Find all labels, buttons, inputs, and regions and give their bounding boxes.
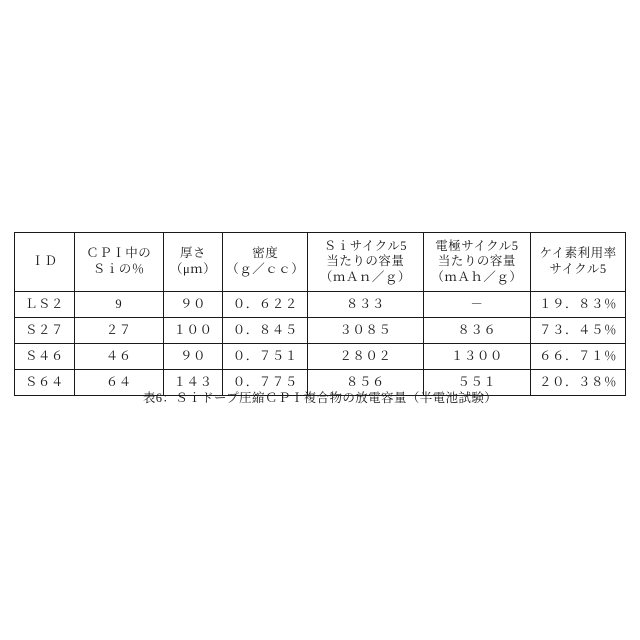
column-header-si-capacity <box>308 233 424 292</box>
column-header-thickness <box>163 233 223 292</box>
cell-si-percent: ２７ <box>74 318 163 344</box>
cell-si-capacity: ８５６ <box>308 370 424 396</box>
cell-electrode-capacity: ８３６ <box>423 318 530 344</box>
cell-si-percent: ６４ <box>74 370 163 396</box>
cell-utilization: １９．８３％ <box>531 292 626 318</box>
column-header-electrode-capacity <box>423 233 530 292</box>
discharge-capacity-table <box>14 232 626 396</box>
column-header-si-percent <box>74 233 163 292</box>
cell-electrode-capacity: １３００ <box>423 344 530 370</box>
cell-id: ＬＳ２ <box>15 292 75 318</box>
table-row <box>15 292 626 318</box>
data-table-container <box>14 232 626 396</box>
cell-thickness: １００ <box>163 318 223 344</box>
header-line: ＣＰＩ中の <box>86 246 152 261</box>
header-line: ＩＤ <box>31 254 58 269</box>
cell-density: ０．８４５ <box>223 318 308 344</box>
cell-utilization: ７３．４５％ <box>531 318 626 344</box>
table-row <box>15 344 626 370</box>
cell-thickness: ９０ <box>163 292 223 318</box>
cell-si-percent: ４６ <box>74 344 163 370</box>
header-line: Ｓｉの％ <box>92 262 145 276</box>
cell-utilization: ６６．７１％ <box>531 344 626 370</box>
header-line: 電極サイクル5 <box>435 238 519 253</box>
cell-density: ０．７５１ <box>223 344 308 370</box>
cell-si-capacity: ８３３ <box>308 292 424 318</box>
header-line: ケイ素利用率 <box>539 246 617 261</box>
cell-thickness: ９０ <box>163 344 223 370</box>
column-header-utilization <box>531 233 626 292</box>
table-header-row <box>15 233 626 292</box>
header-line: サイクル5 <box>549 262 607 276</box>
cell-electrode-capacity: － <box>423 292 530 318</box>
cell-utilization: ２０．３８％ <box>531 370 626 396</box>
column-header-density <box>223 233 308 292</box>
cell-electrode-capacity: ５５１ <box>423 370 530 396</box>
header-line: Ｓｉサイクル5 <box>323 238 408 253</box>
cell-id: Ｓ６４ <box>15 370 75 396</box>
header-line: 当たりの容量 <box>326 254 405 269</box>
header-line: （ｍＡｎ／ｇ） <box>319 269 411 284</box>
cell-si-capacity: ３０８５ <box>308 318 424 344</box>
cell-thickness: １４３ <box>163 370 223 396</box>
table-header <box>15 233 626 292</box>
table-caption: 表6：Ｓｉドープ圧縮ＣＰＩ複合物の放電容量（半電池試験） <box>142 391 498 405</box>
header-line: 密度 <box>252 246 279 261</box>
header-line: （ｍＡｈ／ｇ） <box>431 269 523 284</box>
header-line: （μｍ） <box>169 262 217 276</box>
header-line: （ｇ／ｃｃ） <box>226 262 305 276</box>
table-body <box>15 292 626 396</box>
cell-id: Ｓ２７ <box>15 318 75 344</box>
cell-density: ０．６２２ <box>223 292 308 318</box>
cell-si-percent: 9 <box>74 292 163 318</box>
column-header-id <box>15 233 75 292</box>
cell-id: Ｓ４６ <box>15 344 75 370</box>
cell-density: ０．７７５ <box>223 370 308 396</box>
cell-si-capacity: ２８０２ <box>308 344 424 370</box>
header-line: 厚さ <box>180 246 207 261</box>
header-line: 当たりの容量 <box>437 254 516 269</box>
table-row <box>15 318 626 344</box>
